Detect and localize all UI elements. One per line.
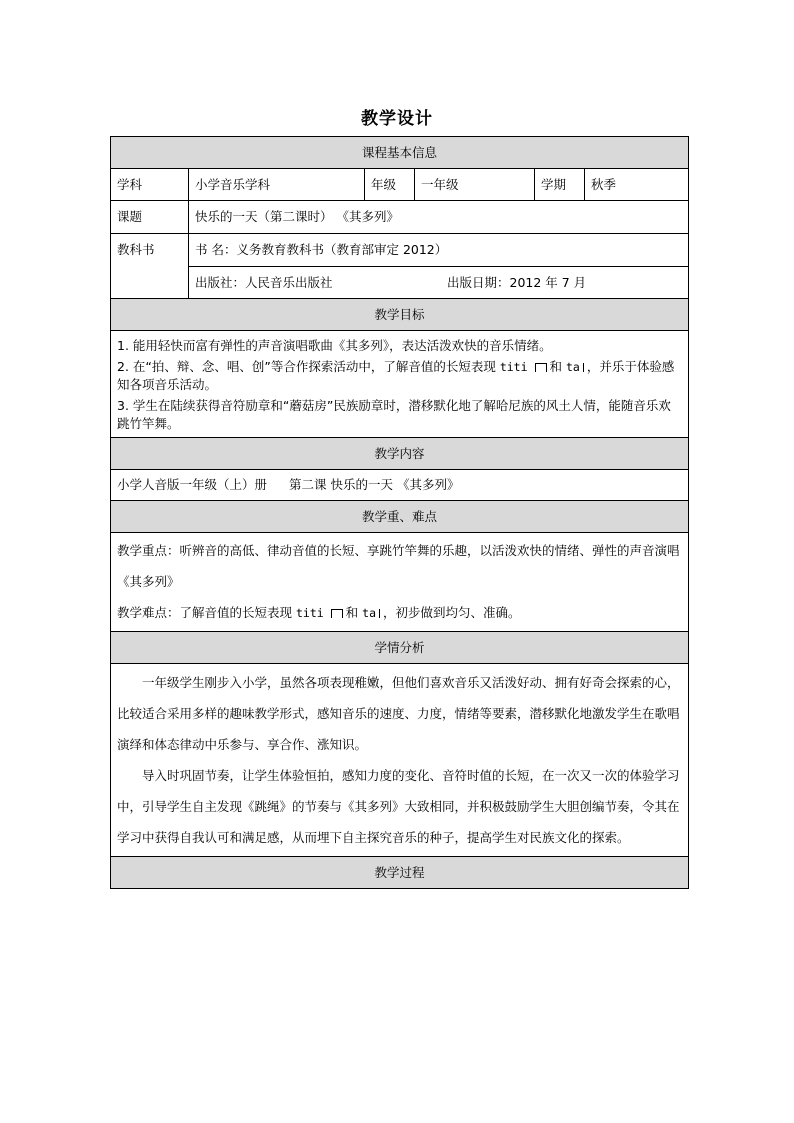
content-text: 小学人音版一年级（上）册 第二课 快乐的一天 《其多列》	[111, 470, 689, 501]
key-point: 教学重点：听辨音的高低、律动音值的长短、享跳竹竿舞的乐趣，以活泼欢快的情绪、弹性的声音演唱《其多列》	[117, 543, 680, 589]
textbook-label: 教科书	[111, 234, 189, 299]
grade-label: 年级	[365, 169, 415, 201]
subject-value: 小学音乐学科	[189, 169, 365, 201]
analysis-text	[111, 664, 689, 857]
section-basic-info: 课程基本信息	[111, 137, 689, 169]
publisher: 出版社：人民音乐出版社	[195, 275, 333, 290]
topic-value: 快乐的一天（第二课时） 《其多列》	[189, 201, 689, 234]
lesson-plan-table	[110, 136, 689, 889]
grade-value: 一年级	[415, 169, 535, 201]
term-label: 学期	[535, 169, 585, 201]
section-analysis: 学情分析	[111, 632, 689, 664]
section-content: 教学内容	[111, 438, 689, 470]
textbook-info	[189, 234, 689, 299]
quarter-note-icon	[379, 609, 380, 618]
analysis-paragraph-1: 一年级学生刚步入小学，虽然各项表现稚嫩，但他们喜欢音乐又活泼好动、拥有好奇会探索的心，比较适合采用多样的趣味教学形式，感知音乐的速度、力度，情绪等要素，潜移默化地激发学生在歌唱演绎和体态律动中乐参与、享合作、涨知识。	[117, 675, 680, 752]
eighth-notes-icon	[535, 363, 547, 372]
rhythm-titi: titi	[499, 360, 528, 374]
document-title: 教学设计	[361, 109, 433, 129]
subject-label: 学科	[111, 169, 189, 201]
quarter-note-icon	[583, 363, 584, 372]
difficult-point: 教学难点：了解音值的长短表现 titi 和 ta ，初步做到均匀、准确。	[117, 605, 521, 620]
publisher-line	[189, 267, 688, 298]
publish-date: 出版日期：2012 年 7 月	[447, 275, 587, 290]
goal-2: 2. 在“拍、辩、念、唱、创”等合作探索活动中，了解音值的长短表现 titi 和 ta ，并乐于体验感知各项音乐活动。	[117, 359, 675, 392]
section-process: 教学过程	[111, 857, 689, 889]
book-name: 书 名：义务教育教科书（教育部审定 2012）	[189, 234, 688, 267]
term-value: 秋季	[585, 169, 689, 201]
rhythm-ta: ta	[566, 360, 580, 374]
eighth-notes-icon	[331, 609, 343, 618]
key-points-text	[111, 533, 689, 632]
goal-1: 1. 能用轻快而富有弹性的声音演唱歌曲《其多列》，表达活泼欢快的音乐情绪。	[117, 338, 552, 353]
analysis-paragraph-2: 导入时巩固节奏，让学生体验恒拍，感知力度的变化、音符时值的长短，在一次又一次的体验学习中，引导学生自主发现《跳绳》的节奏与《其多列》大致相同，并积极鼓励学生大胆创编节奏，令其在学习中获得自我认可和满足感，从而埋下自主探究音乐的种子，提高学生对民族文化的探索。	[117, 768, 680, 845]
goal-3: 3. 学生在陆续获得音符励章和“蘑菇房”民族励章时，潜移默化地了解哈尼族的风土人情，能随音乐欢跳竹竿舞。	[117, 398, 671, 431]
topic-label: 课题	[111, 201, 189, 234]
section-goals: 教学目标	[111, 299, 689, 331]
goals-text	[111, 331, 689, 438]
section-key-points: 教学重、难点	[111, 501, 689, 533]
